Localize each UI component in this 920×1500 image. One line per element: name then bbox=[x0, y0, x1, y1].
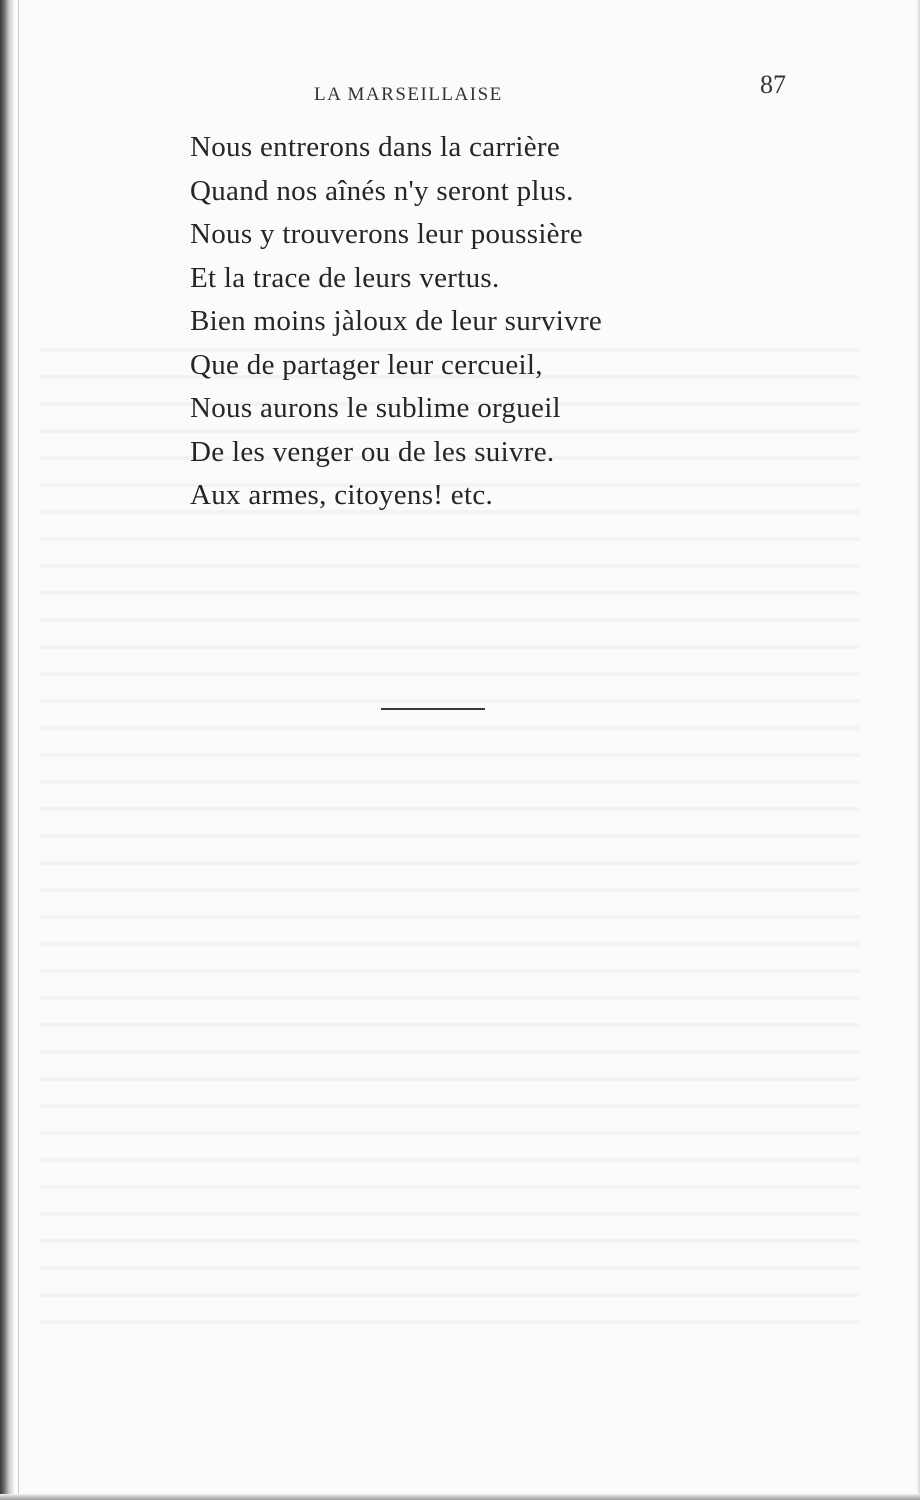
page-bottom-edge bbox=[0, 1494, 920, 1500]
verse-line: Et la trace de leurs vertus. bbox=[190, 261, 500, 294]
verse-line: Aux armes, citoyens! etc. bbox=[190, 479, 494, 511]
verse-line: Nous entrerons dans la carrière bbox=[190, 131, 561, 163]
verse-line: Quand nos aînés n'y seront plus. bbox=[190, 174, 574, 207]
section-divider-rule bbox=[381, 708, 485, 710]
verse-line: Nous y trouverons leur poussière bbox=[190, 218, 583, 250]
poem-stanza bbox=[190, 126, 602, 518]
running-head: LA MARSEILLAISE bbox=[314, 84, 503, 105]
page-number: 87 bbox=[760, 70, 786, 99]
gutter-line bbox=[18, 0, 19, 1500]
verse-line: Bien moins jàloux de leur survivre bbox=[190, 305, 603, 337]
binding-gutter bbox=[0, 0, 14, 1500]
verse-line: Nous aurons le sublime orgueil bbox=[190, 392, 561, 424]
verse-line: Que de partager leur cercueil, bbox=[190, 348, 543, 381]
verse-line: De les venger ou de les suivre. bbox=[190, 435, 555, 468]
